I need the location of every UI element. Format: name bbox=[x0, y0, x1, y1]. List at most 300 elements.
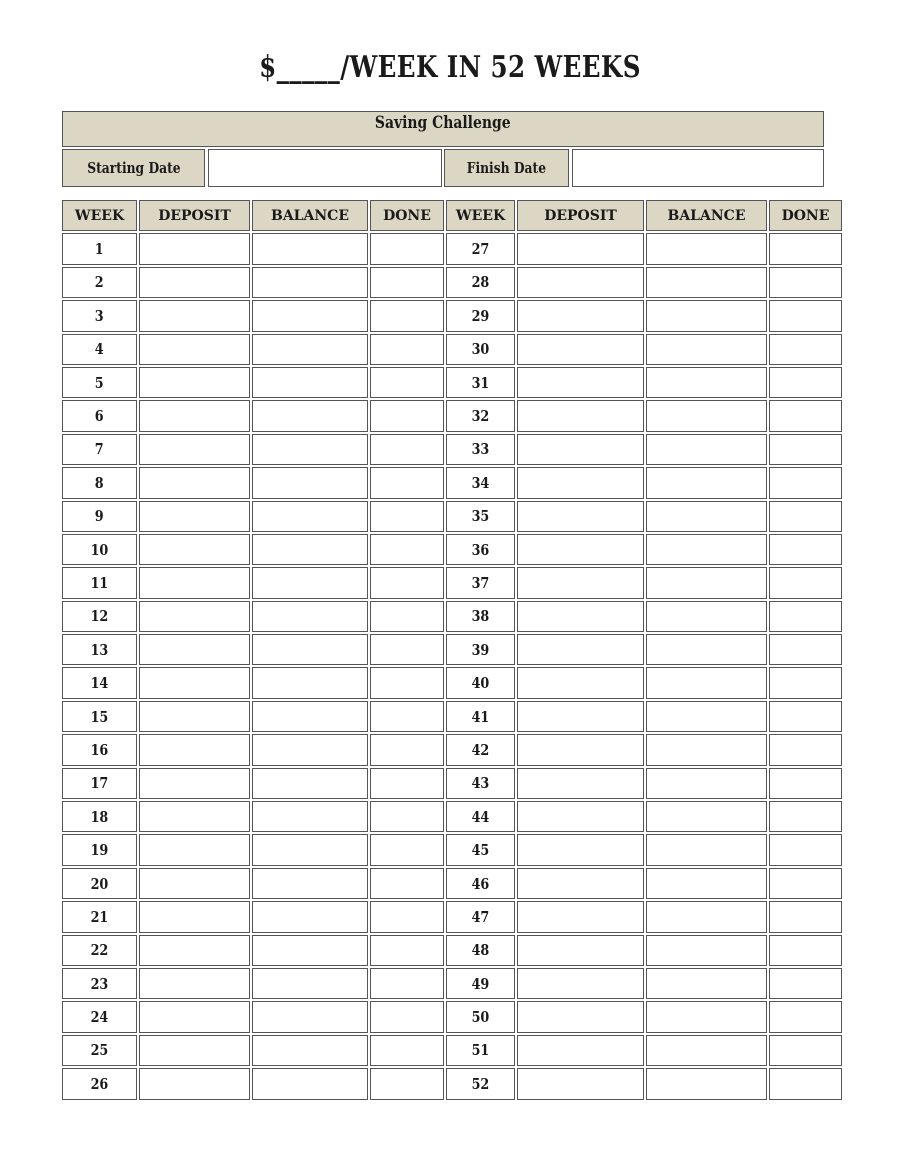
starting-date-label: Starting Date bbox=[62, 149, 205, 187]
deposit-cell[interactable] bbox=[139, 968, 250, 999]
done-cell[interactable] bbox=[370, 935, 444, 966]
done-cell[interactable] bbox=[370, 801, 444, 832]
deposit-cell[interactable] bbox=[139, 601, 250, 632]
week-number: 31 bbox=[471, 373, 490, 392]
week-number: 3 bbox=[95, 306, 104, 325]
week-cell bbox=[446, 701, 515, 732]
done-cell[interactable] bbox=[769, 701, 842, 732]
table-row bbox=[62, 701, 842, 732]
table-row bbox=[62, 267, 842, 298]
balance-cell[interactable] bbox=[646, 968, 767, 999]
balance-cell[interactable] bbox=[646, 935, 767, 966]
page-title: $_____/WEEK IN 52 WEEKS bbox=[259, 50, 641, 85]
deposit-cell[interactable] bbox=[139, 734, 250, 765]
col-header-deposit: DEPOSIT bbox=[139, 200, 250, 231]
done-cell[interactable] bbox=[769, 901, 842, 932]
done-cell[interactable] bbox=[370, 334, 444, 365]
col-header-done: DONE bbox=[370, 200, 444, 231]
done-cell[interactable] bbox=[769, 367, 842, 398]
done-cell[interactable] bbox=[370, 501, 444, 532]
week-number: 41 bbox=[471, 707, 490, 726]
finish-date-field[interactable] bbox=[572, 149, 824, 187]
week-cell bbox=[62, 801, 137, 832]
done-cell[interactable] bbox=[370, 968, 444, 999]
done-cell[interactable] bbox=[370, 267, 444, 298]
deposit-cell[interactable] bbox=[139, 400, 250, 431]
deposit-cell[interactable] bbox=[517, 534, 644, 565]
week-number: 39 bbox=[471, 640, 490, 659]
deposit-cell[interactable] bbox=[139, 467, 250, 498]
table-row bbox=[62, 834, 842, 865]
deposit-cell[interactable] bbox=[517, 501, 644, 532]
balance-cell[interactable] bbox=[252, 868, 368, 899]
balance-cell[interactable] bbox=[646, 467, 767, 498]
deposit-cell[interactable] bbox=[139, 1068, 250, 1099]
balance-cell[interactable] bbox=[252, 1068, 368, 1099]
deposit-cell[interactable] bbox=[517, 267, 644, 298]
table-row bbox=[62, 901, 842, 932]
week-number: 2 bbox=[95, 273, 104, 292]
week-cell bbox=[446, 601, 515, 632]
week-cell bbox=[446, 968, 515, 999]
week-number: 9 bbox=[95, 507, 104, 526]
done-cell[interactable] bbox=[370, 768, 444, 799]
week-cell bbox=[62, 901, 137, 932]
week-cell bbox=[62, 1068, 137, 1099]
week-number: 38 bbox=[471, 607, 490, 626]
balance-cell[interactable] bbox=[646, 801, 767, 832]
deposit-cell[interactable] bbox=[139, 534, 250, 565]
week-number: 45 bbox=[471, 841, 490, 860]
week-cell bbox=[62, 634, 137, 665]
week-cell bbox=[446, 300, 515, 331]
done-cell[interactable] bbox=[370, 634, 444, 665]
balance-cell[interactable] bbox=[646, 868, 767, 899]
week-cell bbox=[446, 1001, 515, 1032]
balance-cell[interactable] bbox=[252, 768, 368, 799]
week-number: 24 bbox=[90, 1008, 109, 1027]
week-number: 52 bbox=[471, 1074, 490, 1093]
col-header-done: DONE bbox=[769, 200, 842, 231]
week-number: 47 bbox=[471, 907, 490, 926]
done-cell[interactable] bbox=[370, 400, 444, 431]
done-cell[interactable] bbox=[769, 1068, 842, 1099]
table-row bbox=[62, 768, 842, 799]
done-cell[interactable] bbox=[769, 501, 842, 532]
done-cell[interactable] bbox=[370, 1035, 444, 1066]
week-cell bbox=[446, 434, 515, 465]
deposit-cell[interactable] bbox=[139, 267, 250, 298]
balance-cell[interactable] bbox=[646, 567, 767, 598]
deposit-cell[interactable] bbox=[139, 868, 250, 899]
week-cell bbox=[62, 667, 137, 698]
done-cell[interactable] bbox=[370, 534, 444, 565]
week-cell bbox=[446, 801, 515, 832]
week-number: 21 bbox=[90, 907, 109, 926]
deposit-cell[interactable] bbox=[139, 367, 250, 398]
deposit-cell[interactable] bbox=[139, 567, 250, 598]
done-cell[interactable] bbox=[769, 667, 842, 698]
done-cell[interactable] bbox=[370, 701, 444, 732]
balance-cell[interactable] bbox=[252, 801, 368, 832]
week-cell bbox=[446, 634, 515, 665]
week-cell bbox=[446, 1068, 515, 1099]
week-cell bbox=[62, 334, 137, 365]
week-number: 10 bbox=[90, 540, 109, 559]
balance-cell[interactable] bbox=[646, 1068, 767, 1099]
week-number: 14 bbox=[90, 674, 109, 693]
week-cell bbox=[446, 768, 515, 799]
week-number: 43 bbox=[471, 774, 490, 793]
table-row bbox=[62, 567, 842, 598]
week-number: 18 bbox=[90, 807, 109, 826]
done-cell[interactable] bbox=[769, 467, 842, 498]
week-number: 50 bbox=[471, 1008, 490, 1027]
table-row bbox=[62, 801, 842, 832]
table-row bbox=[62, 300, 842, 331]
week-cell bbox=[62, 434, 137, 465]
week-cell bbox=[446, 467, 515, 498]
week-cell bbox=[62, 601, 137, 632]
deposit-cell[interactable] bbox=[517, 701, 644, 732]
week-number: 33 bbox=[471, 440, 490, 459]
done-cell[interactable] bbox=[769, 601, 842, 632]
week-number: 30 bbox=[471, 340, 490, 359]
week-cell bbox=[62, 267, 137, 298]
starting-date-field[interactable] bbox=[208, 149, 442, 187]
balance-cell[interactable] bbox=[646, 233, 767, 264]
balance-cell[interactable] bbox=[252, 834, 368, 865]
week-number: 28 bbox=[471, 273, 490, 292]
week-number: 37 bbox=[471, 573, 490, 592]
balance-cell[interactable] bbox=[252, 667, 368, 698]
balance-cell[interactable] bbox=[252, 567, 368, 598]
balance-cell[interactable] bbox=[646, 634, 767, 665]
balance-cell[interactable] bbox=[252, 501, 368, 532]
balance-cell[interactable] bbox=[252, 901, 368, 932]
week-number: 4 bbox=[95, 340, 104, 359]
done-cell[interactable] bbox=[769, 1001, 842, 1032]
week-number: 17 bbox=[90, 774, 109, 793]
done-cell[interactable] bbox=[769, 434, 842, 465]
table-row bbox=[62, 534, 842, 565]
deposit-cell[interactable] bbox=[139, 901, 250, 932]
balance-cell[interactable] bbox=[646, 501, 767, 532]
deposit-cell[interactable] bbox=[139, 501, 250, 532]
balance-cell[interactable] bbox=[252, 935, 368, 966]
deposit-cell[interactable] bbox=[517, 400, 644, 431]
week-cell bbox=[446, 367, 515, 398]
table-row bbox=[62, 667, 842, 698]
balance-cell[interactable] bbox=[252, 334, 368, 365]
deposit-cell[interactable] bbox=[517, 467, 644, 498]
week-cell bbox=[62, 300, 137, 331]
balance-cell[interactable] bbox=[646, 601, 767, 632]
col-header-week: WEEK bbox=[62, 200, 137, 231]
week-cell bbox=[62, 567, 137, 598]
banner-label: Saving Challenge bbox=[375, 113, 511, 133]
balance-cell[interactable] bbox=[252, 434, 368, 465]
week-number: 15 bbox=[90, 707, 109, 726]
done-cell[interactable] bbox=[370, 1068, 444, 1099]
done-cell[interactable] bbox=[370, 300, 444, 331]
week-cell bbox=[62, 233, 137, 264]
balance-cell[interactable] bbox=[252, 968, 368, 999]
balance-cell[interactable] bbox=[252, 367, 368, 398]
week-number: 42 bbox=[471, 740, 490, 759]
balance-cell[interactable] bbox=[252, 1035, 368, 1066]
week-number: 36 bbox=[471, 540, 490, 559]
table-row bbox=[62, 367, 842, 398]
week-number: 29 bbox=[471, 306, 490, 325]
table-row bbox=[62, 400, 842, 431]
week-number: 26 bbox=[90, 1074, 109, 1093]
week-cell bbox=[446, 534, 515, 565]
week-number: 8 bbox=[95, 473, 104, 492]
done-cell[interactable] bbox=[370, 734, 444, 765]
balance-cell[interactable] bbox=[646, 834, 767, 865]
done-cell[interactable] bbox=[370, 434, 444, 465]
done-cell[interactable] bbox=[769, 267, 842, 298]
week-cell bbox=[446, 233, 515, 264]
balance-cell[interactable] bbox=[252, 534, 368, 565]
done-cell[interactable] bbox=[370, 233, 444, 264]
week-cell bbox=[62, 701, 137, 732]
deposit-cell[interactable] bbox=[517, 367, 644, 398]
week-cell bbox=[62, 868, 137, 899]
deposit-cell[interactable] bbox=[517, 434, 644, 465]
week-number: 6 bbox=[95, 407, 104, 426]
week-cell bbox=[446, 935, 515, 966]
week-cell bbox=[62, 968, 137, 999]
balance-cell[interactable] bbox=[252, 467, 368, 498]
balance-cell[interactable] bbox=[646, 1035, 767, 1066]
week-cell bbox=[62, 935, 137, 966]
week-cell bbox=[62, 534, 137, 565]
deposit-cell[interactable] bbox=[139, 935, 250, 966]
deposit-cell[interactable] bbox=[517, 634, 644, 665]
deposit-cell[interactable] bbox=[139, 634, 250, 665]
deposit-cell[interactable] bbox=[517, 1068, 644, 1099]
week-cell bbox=[446, 868, 515, 899]
week-number: 34 bbox=[471, 473, 490, 492]
table-row bbox=[62, 434, 842, 465]
deposit-cell[interactable] bbox=[139, 701, 250, 732]
balance-cell[interactable] bbox=[252, 634, 368, 665]
week-number: 23 bbox=[90, 974, 109, 993]
deposit-cell[interactable] bbox=[517, 334, 644, 365]
week-cell bbox=[446, 501, 515, 532]
deposit-cell[interactable] bbox=[517, 1035, 644, 1066]
deposit-cell[interactable] bbox=[517, 968, 644, 999]
balance-cell[interactable] bbox=[646, 534, 767, 565]
week-cell bbox=[62, 367, 137, 398]
balance-cell[interactable] bbox=[252, 400, 368, 431]
table-row bbox=[62, 634, 842, 665]
done-cell[interactable] bbox=[370, 667, 444, 698]
week-number: 22 bbox=[90, 941, 109, 960]
week-number: 7 bbox=[95, 440, 104, 459]
week-number: 20 bbox=[90, 874, 109, 893]
deposit-cell[interactable] bbox=[517, 734, 644, 765]
done-cell[interactable] bbox=[370, 467, 444, 498]
table-row bbox=[62, 601, 842, 632]
done-cell[interactable] bbox=[769, 868, 842, 899]
week-number: 5 bbox=[95, 373, 104, 392]
table-row bbox=[62, 935, 842, 966]
done-cell[interactable] bbox=[769, 935, 842, 966]
table-row bbox=[62, 233, 842, 264]
week-cell bbox=[62, 1001, 137, 1032]
deposit-cell[interactable] bbox=[517, 901, 644, 932]
balance-cell[interactable] bbox=[646, 400, 767, 431]
col-header-deposit: DEPOSIT bbox=[517, 200, 644, 231]
done-cell[interactable] bbox=[769, 300, 842, 331]
balance-cell[interactable] bbox=[646, 701, 767, 732]
week-cell bbox=[446, 734, 515, 765]
done-cell[interactable] bbox=[769, 400, 842, 431]
balance-cell[interactable] bbox=[252, 300, 368, 331]
col-header-balance: BALANCE bbox=[252, 200, 368, 231]
deposit-cell[interactable] bbox=[139, 1035, 250, 1066]
week-cell bbox=[62, 834, 137, 865]
balance-cell[interactable] bbox=[646, 768, 767, 799]
deposit-cell[interactable] bbox=[517, 300, 644, 331]
week-cell bbox=[62, 1035, 137, 1066]
deposit-cell[interactable] bbox=[517, 567, 644, 598]
saving-challenge-banner bbox=[62, 111, 824, 147]
savings-table bbox=[60, 198, 844, 1102]
deposit-cell[interactable] bbox=[139, 300, 250, 331]
balance-cell[interactable] bbox=[252, 601, 368, 632]
week-number: 19 bbox=[90, 841, 109, 860]
balance-cell[interactable] bbox=[646, 901, 767, 932]
balance-cell[interactable] bbox=[646, 334, 767, 365]
done-cell[interactable] bbox=[370, 601, 444, 632]
week-cell bbox=[446, 567, 515, 598]
table-row bbox=[62, 334, 842, 365]
deposit-cell[interactable] bbox=[517, 1001, 644, 1032]
col-header-balance: BALANCE bbox=[646, 200, 767, 231]
table-row bbox=[62, 501, 842, 532]
done-cell[interactable] bbox=[769, 334, 842, 365]
deposit-cell[interactable] bbox=[517, 601, 644, 632]
done-cell[interactable] bbox=[370, 367, 444, 398]
header-row bbox=[62, 200, 842, 231]
deposit-cell[interactable] bbox=[517, 935, 644, 966]
balance-cell[interactable] bbox=[646, 367, 767, 398]
week-number: 48 bbox=[471, 941, 490, 960]
done-cell[interactable] bbox=[769, 734, 842, 765]
week-cell bbox=[446, 267, 515, 298]
week-number: 35 bbox=[471, 507, 490, 526]
week-number: 27 bbox=[471, 240, 490, 259]
balance-cell[interactable] bbox=[646, 300, 767, 331]
table-row bbox=[62, 1001, 842, 1032]
balance-cell[interactable] bbox=[252, 734, 368, 765]
week-cell bbox=[446, 400, 515, 431]
balance-cell[interactable] bbox=[252, 701, 368, 732]
week-cell bbox=[62, 501, 137, 532]
week-cell bbox=[446, 334, 515, 365]
done-cell[interactable] bbox=[370, 1001, 444, 1032]
table-row bbox=[62, 868, 842, 899]
deposit-cell[interactable] bbox=[139, 667, 250, 698]
balance-cell[interactable] bbox=[646, 667, 767, 698]
done-cell[interactable] bbox=[769, 534, 842, 565]
done-cell[interactable] bbox=[769, 634, 842, 665]
balance-cell[interactable] bbox=[252, 1001, 368, 1032]
week-number: 16 bbox=[90, 740, 109, 759]
week-number: 32 bbox=[471, 407, 490, 426]
done-cell[interactable] bbox=[769, 233, 842, 264]
table-row bbox=[62, 1035, 842, 1066]
balance-cell[interactable] bbox=[646, 734, 767, 765]
week-number: 44 bbox=[471, 807, 490, 826]
balance-cell[interactable] bbox=[646, 1001, 767, 1032]
table-row bbox=[62, 734, 842, 765]
week-cell bbox=[446, 1035, 515, 1066]
done-cell[interactable] bbox=[370, 567, 444, 598]
deposit-cell[interactable] bbox=[517, 868, 644, 899]
week-cell bbox=[62, 734, 137, 765]
col-header-week: WEEK bbox=[446, 200, 515, 231]
deposit-cell[interactable] bbox=[139, 1001, 250, 1032]
balance-cell[interactable] bbox=[252, 233, 368, 264]
balance-cell[interactable] bbox=[646, 267, 767, 298]
table-row bbox=[62, 968, 842, 999]
deposit-cell[interactable] bbox=[517, 667, 644, 698]
deposit-cell[interactable] bbox=[139, 434, 250, 465]
balance-cell[interactable] bbox=[252, 267, 368, 298]
table-row bbox=[62, 467, 842, 498]
done-cell[interactable] bbox=[769, 834, 842, 865]
deposit-cell[interactable] bbox=[517, 233, 644, 264]
finish-date-label: Finish Date bbox=[444, 149, 569, 187]
week-number: 25 bbox=[90, 1041, 109, 1060]
week-number: 11 bbox=[90, 573, 109, 592]
done-cell[interactable] bbox=[769, 768, 842, 799]
deposit-cell[interactable] bbox=[139, 801, 250, 832]
week-number: 13 bbox=[90, 640, 109, 659]
week-cell bbox=[446, 667, 515, 698]
week-number: 46 bbox=[471, 874, 490, 893]
done-cell[interactable] bbox=[769, 1035, 842, 1066]
week-number: 51 bbox=[471, 1041, 490, 1060]
deposit-cell[interactable] bbox=[517, 834, 644, 865]
done-cell[interactable] bbox=[769, 968, 842, 999]
done-cell[interactable] bbox=[769, 567, 842, 598]
deposit-cell[interactable] bbox=[517, 801, 644, 832]
deposit-cell[interactable] bbox=[139, 334, 250, 365]
week-cell bbox=[446, 834, 515, 865]
week-number: 49 bbox=[471, 974, 490, 993]
deposit-cell[interactable] bbox=[517, 768, 644, 799]
done-cell[interactable] bbox=[769, 801, 842, 832]
week-cell bbox=[62, 400, 137, 431]
done-cell[interactable] bbox=[370, 868, 444, 899]
balance-cell[interactable] bbox=[646, 434, 767, 465]
deposit-cell[interactable] bbox=[139, 768, 250, 799]
week-number: 12 bbox=[90, 607, 109, 626]
week-cell bbox=[446, 901, 515, 932]
done-cell[interactable] bbox=[370, 901, 444, 932]
deposit-cell[interactable] bbox=[139, 834, 250, 865]
table-row bbox=[62, 1068, 842, 1099]
done-cell[interactable] bbox=[370, 834, 444, 865]
deposit-cell[interactable] bbox=[139, 233, 250, 264]
week-cell bbox=[62, 768, 137, 799]
